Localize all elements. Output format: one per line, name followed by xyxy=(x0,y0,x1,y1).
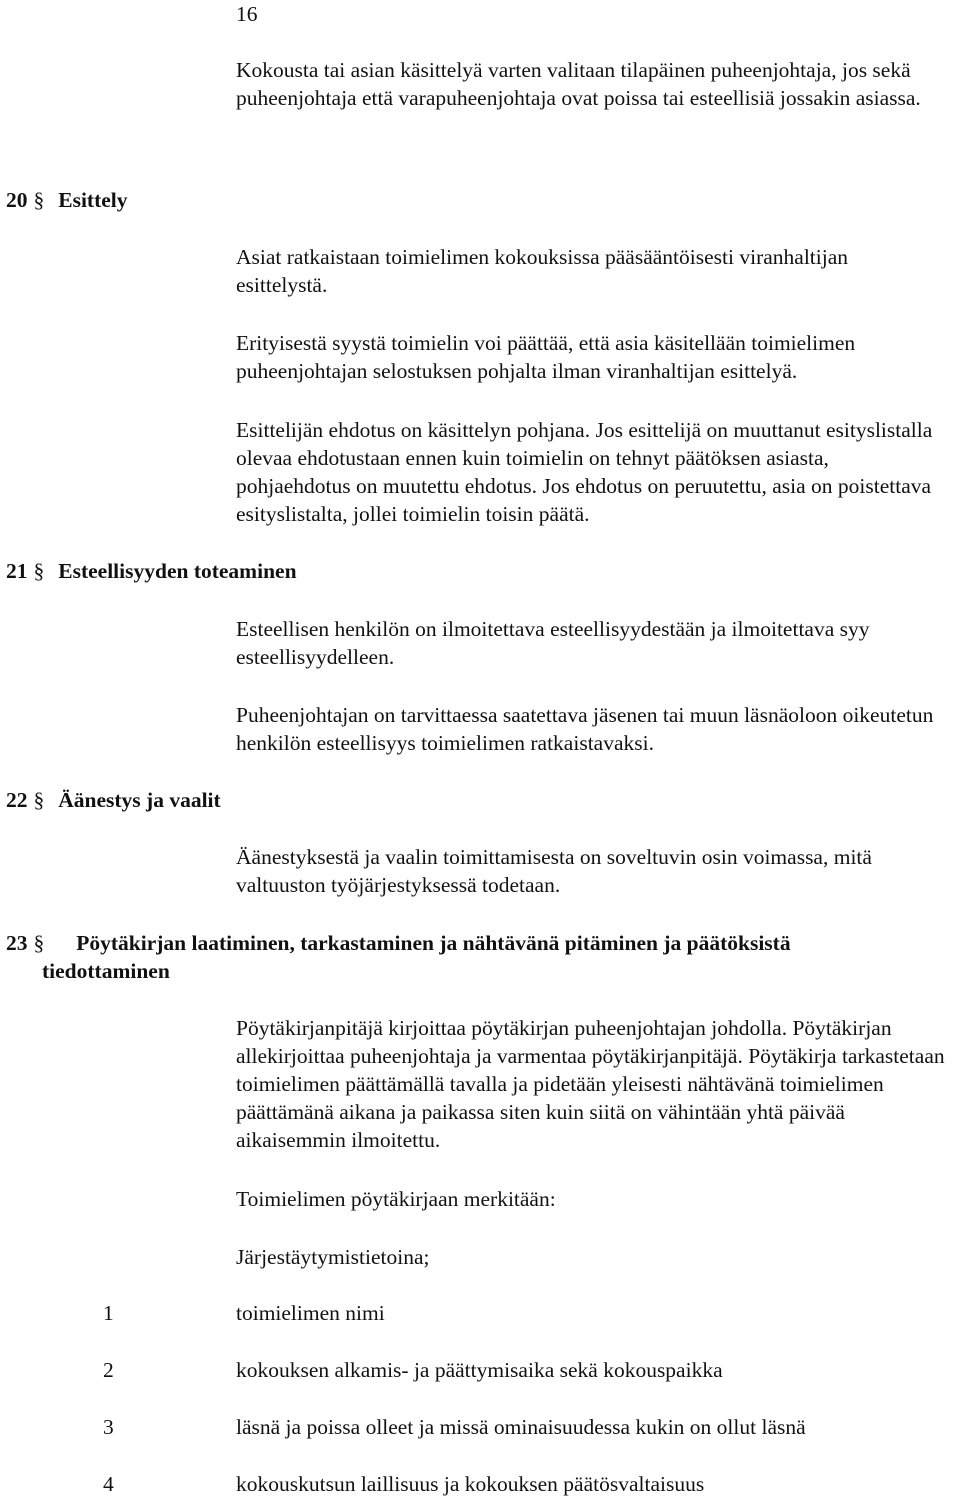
section-number: 20 xyxy=(6,188,28,212)
section-23-paragraph-2: Toimielimen pöytäkirjaan merkitään: xyxy=(236,1187,556,1211)
section-title: Esittely xyxy=(58,188,128,212)
section-21-heading xyxy=(6,557,297,585)
list-item-text: läsnä ja poissa olleet ja missä ominaisuudessa kukin on ollut läsnä xyxy=(236,1415,806,1439)
list-item-number: 2 xyxy=(103,1358,114,1382)
section-20-paragraph-2: Erityisestä syystä toimielin voi päättää, että asia käsitellään toimielimen puheenjohtajan selostuksen pohjalta ilman viranhaltijan esittelyä. xyxy=(236,331,856,383)
section-23-paragraph-3: Järjestäytymistietoina; xyxy=(236,1245,430,1269)
section-title: Äänestys ja vaalit xyxy=(58,788,221,812)
section-20-paragraph-1: Asiat ratkaistaan toimielimen kokouksissa pääsääntöisesti viranhaltijan esittelystä. xyxy=(236,245,849,297)
list-item-number: 1 xyxy=(103,1301,114,1325)
list-item-text: kokouskutsun laillisuus ja kokouksen päätösvaltaisuus xyxy=(236,1472,705,1496)
section-21-paragraph-1: Esteellisen henkilön on ilmoitettava esteellisyydestään ja ilmoitettava syy esteellisyydelleen. xyxy=(236,617,870,669)
section-number: 21 xyxy=(6,559,28,583)
list-item-number: 4 xyxy=(103,1472,114,1496)
section-title: Esteellisyyden toteaminen xyxy=(58,559,297,583)
section-23-paragraph-1: Pöytäkirjanpitäjä kirjoittaa pöytäkirjan puheenjohtajan johdolla. Pöytäkirjan allekirjoittaa puheenjohtaja ja varmentaa pöytäkirjanpitäjä. Pöytäkirja tarkastetaan toimielimen päättämällä tavalla ja pidetään yleisesti nähtävänä toimielimen päättämänä aikana ja paikassa siten kuin siitä on vähintään yhtä päivää aikaisemmin ilmoitettu. xyxy=(236,1016,945,1152)
section-20-paragraph-3: Esittelijän ehdotus on käsittelyn pohjana. Jos esittelijä on muuttanut esityslistalla olevaa ehdotustaan ennen kuin toimielin on tehnyt päätöksen asiasta, pohjaehdotus on muutettu ehdotus. Jos ehdotus on peruutettu, asia on poistettava esityslistalta, jollei toimielin toisin päätä. xyxy=(236,418,933,526)
list-item-number: 3 xyxy=(103,1415,114,1439)
list-item-text: toimielimen nimi xyxy=(236,1301,385,1325)
section-sign-icon: § xyxy=(33,931,45,955)
list-item-text: kokouksen alkamis- ja päättymisaika sekä kokouspaikka xyxy=(236,1358,723,1382)
section-number: 22 xyxy=(6,788,28,812)
section-23-heading xyxy=(6,929,791,957)
section-sign-icon: § xyxy=(33,188,45,212)
section-title: Pöytäkirjan laatiminen, tarkastaminen ja nähtävänä pitäminen ja päätöksistä xyxy=(76,931,791,955)
page-number: 16 xyxy=(236,2,258,26)
section-22-heading xyxy=(6,786,221,814)
section-number: 23 xyxy=(6,931,28,955)
section-20-heading xyxy=(6,186,128,214)
intro-paragraph: Kokousta tai asian käsittelyä varten valitaan tilapäinen puheenjohtaja, jos sekä puheenjohtaja että varapuheenjohtaja ovat poissa tai esteellisiä jossakin asiassa. xyxy=(236,58,921,110)
section-22-paragraph-1: Äänestyksestä ja vaalin toimittamisesta on soveltuvin osin voimassa, mitä valtuuston työjärjestyksessä todetaan. xyxy=(236,845,872,897)
section-23-heading-continued: tiedottaminen xyxy=(42,959,170,983)
section-sign-icon: § xyxy=(33,559,45,583)
section-21-paragraph-2: Puheenjohtajan on tarvittaessa saatettava jäsenen tai muun läsnäoloon oikeutetun henkilön esteellisyys toimielimen ratkaistavaksi. xyxy=(236,703,934,755)
section-sign-icon: § xyxy=(33,788,45,812)
